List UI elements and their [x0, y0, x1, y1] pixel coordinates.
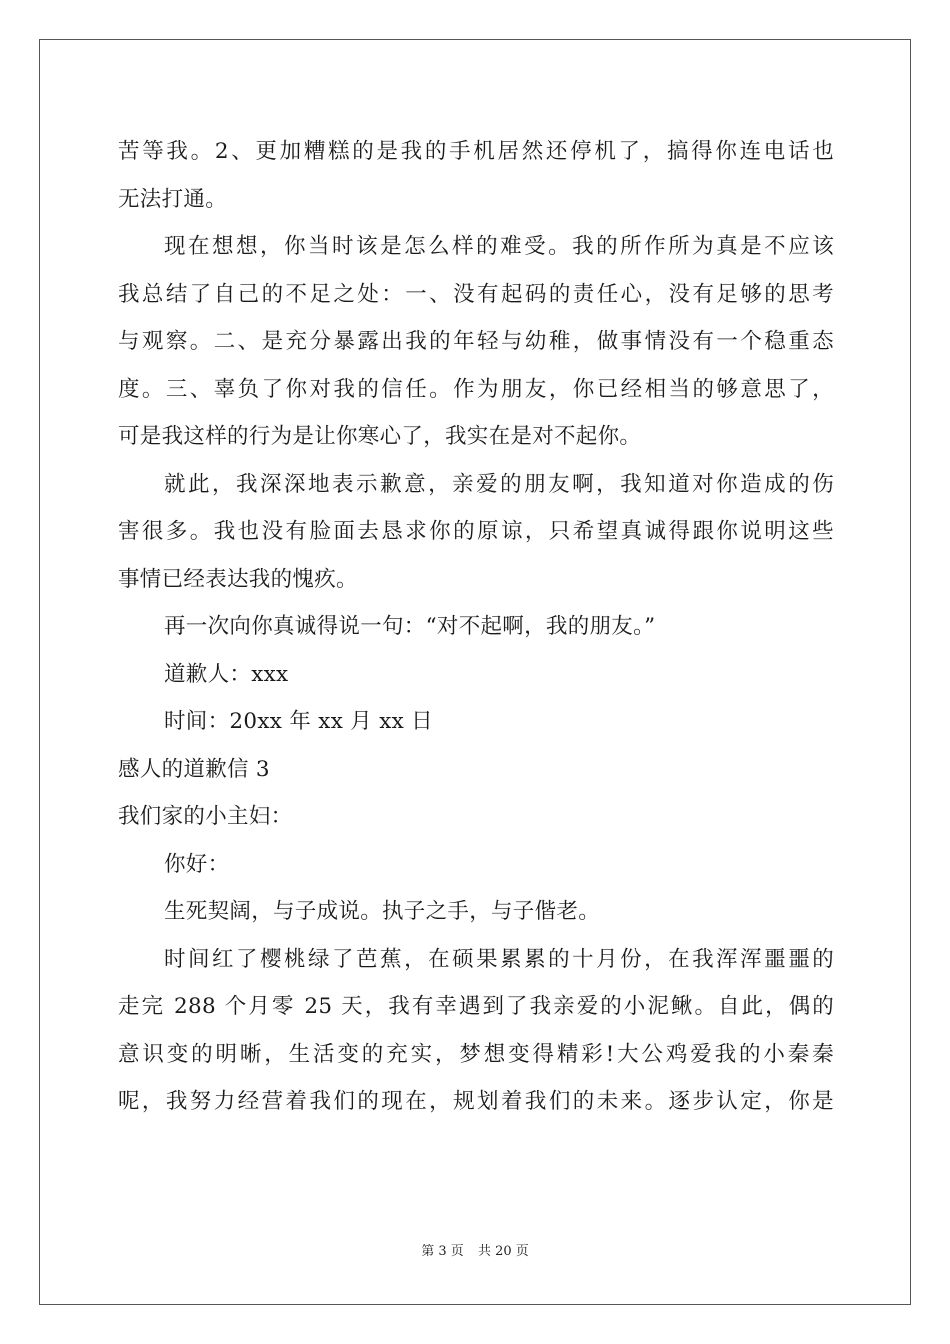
text-line: 呢，我努力经营着我们的现在，规划着我们的未来。逐步认定，你是 — [118, 1089, 834, 1114]
document-body — [118, 128, 834, 1126]
salutation: 我们家的小主妇： — [118, 804, 293, 829]
greeting: 你好： — [164, 851, 230, 877]
text-line: 无法打通。 — [118, 186, 228, 212]
date-line: 时间：20xx 年 xx 月 xx 日 — [164, 709, 433, 734]
quote-line: 生死契阔，与子成说。执子之手，与子偕老。 — [164, 899, 601, 924]
text-line: 苦等我。2、更加糟糕的是我的手机居然还停机了，搞得你连电话也 — [118, 139, 834, 164]
paragraph-first-line: 就此，我深深地表示歉意，亲爱的朋友啊，我知道对你造成的伤 — [164, 471, 834, 497]
text-line: 度。三、辜负了你对我的信任。作为朋友，你已经相当的够意思了， — [118, 376, 834, 402]
text-line: 我总结了自己的不足之处：一、没有起码的责任心，没有足够的思考 — [118, 281, 834, 307]
section-heading: 感人的道歉信 3 — [118, 756, 270, 782]
text-line: 事情已经表达我的愧疚。 — [118, 566, 358, 592]
text-line: 走完 288 个月零 25 天，我有幸遇到了我亲爱的小泥鳅。自此，偶的 — [118, 994, 834, 1019]
page-number: 第 3 页 — [421, 1244, 464, 1259]
text-line: 意识变的明晰，生活变的充实，梦想变得精彩!大公鸡爱我的小秦秦 — [118, 1041, 834, 1067]
signature-line: 道歉人：xxx — [164, 661, 289, 687]
paragraph-first-line: 时间红了樱桃绿了芭蕉，在硕果累累的十月份，在我浑浑噩噩的 — [164, 946, 834, 972]
text-line: 可是我这样的行为是让你寒心了，我实在是对不起你。 — [118, 424, 642, 449]
text-line: 与观察。二、是充分暴露出我的年轻与幼稚，做事情没有一个稳重态 — [118, 329, 834, 354]
page-footer — [0, 1240, 950, 1259]
text-line: 害很多。我也没有脸面去恳求你的原谅，只希望真诚得跟你说明这些 — [118, 519, 834, 544]
apology-sentence: 再一次向你真诚得说一句：“对不起啊，我的朋友。” — [164, 614, 656, 639]
page-total: 共 20 页 — [477, 1244, 529, 1259]
paragraph-first-line: 现在想想，你当时该是怎么样的难受。我的所作所为真是不应该 — [164, 234, 834, 259]
